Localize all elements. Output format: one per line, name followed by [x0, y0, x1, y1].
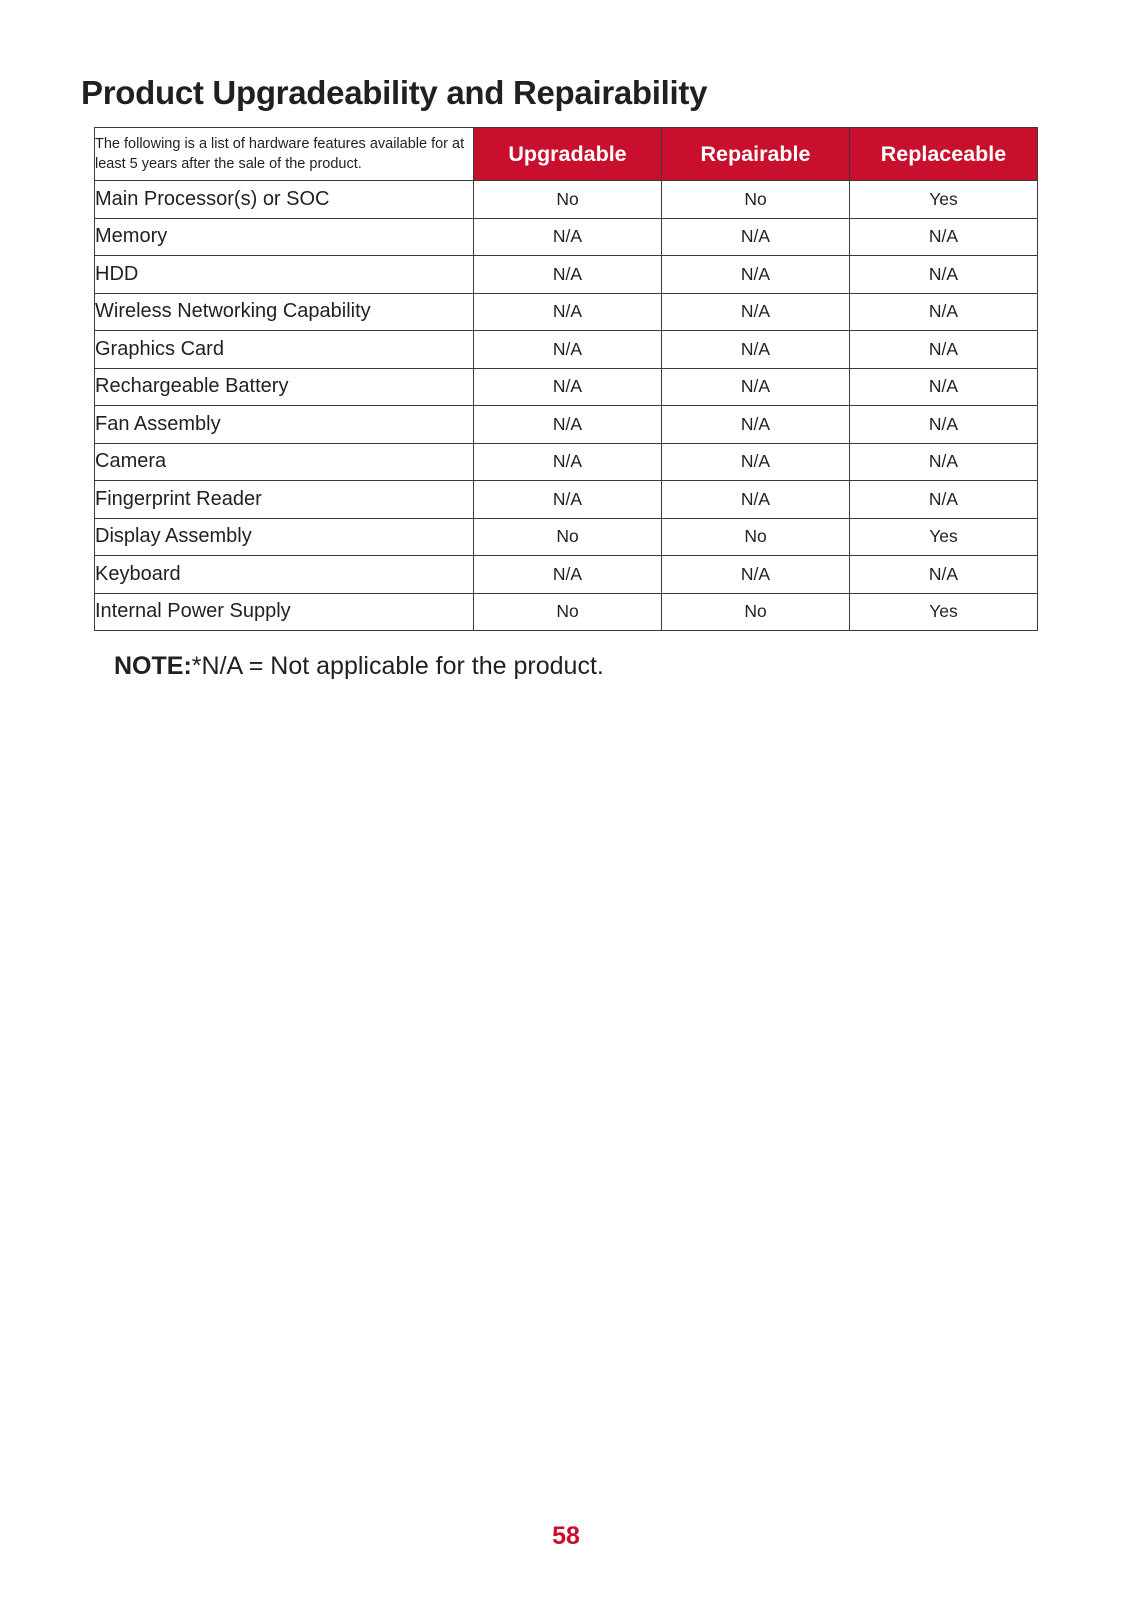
- upgradable-value-cell: N/A: [474, 293, 662, 331]
- column-header-repairable: Repairable: [662, 128, 850, 181]
- repairable-value-cell: N/A: [662, 256, 850, 294]
- replaceable-value-cell: N/A: [850, 406, 1038, 444]
- repairable-value-cell: No: [662, 518, 850, 556]
- upgradable-value-cell: N/A: [474, 406, 662, 444]
- repairable-value-cell: N/A: [662, 443, 850, 481]
- replaceable-value-cell: Yes: [850, 518, 1038, 556]
- feature-name-cell: Main Processor(s) or SOC: [95, 181, 474, 219]
- replaceable-value-cell: N/A: [850, 481, 1038, 519]
- table-row: [95, 331, 1038, 369]
- feature-name-cell: Fingerprint Reader: [95, 481, 474, 519]
- replaceable-value-cell: N/A: [850, 293, 1038, 331]
- repairable-value-cell: N/A: [662, 481, 850, 519]
- repairable-value-cell: No: [662, 181, 850, 219]
- replaceable-value-cell: Yes: [850, 593, 1038, 631]
- table-row: [95, 481, 1038, 519]
- feature-name-cell: Memory: [95, 218, 474, 256]
- repairability-table: [94, 127, 1038, 631]
- table-header-row: [95, 128, 1038, 181]
- repairable-value-cell: N/A: [662, 368, 850, 406]
- table-row: [95, 181, 1038, 219]
- table-row: [95, 293, 1038, 331]
- upgradable-value-cell: N/A: [474, 481, 662, 519]
- feature-name-cell: Camera: [95, 443, 474, 481]
- table-body: [95, 181, 1038, 631]
- upgradable-value-cell: No: [474, 593, 662, 631]
- feature-name-cell: Internal Power Supply: [95, 593, 474, 631]
- repairable-value-cell: N/A: [662, 331, 850, 369]
- table-row: [95, 406, 1038, 444]
- column-header-replaceable: Replaceable: [850, 128, 1038, 181]
- replaceable-value-cell: N/A: [850, 443, 1038, 481]
- table-row: [95, 256, 1038, 294]
- note-text: *N/A = Not applicable for the product.: [191, 652, 604, 680]
- repairable-value-cell: N/A: [662, 556, 850, 594]
- feature-name-cell: Fan Assembly: [95, 406, 474, 444]
- feature-name-cell: Keyboard: [95, 556, 474, 594]
- replaceable-value-cell: Yes: [850, 181, 1038, 219]
- table-row: [95, 443, 1038, 481]
- upgradable-value-cell: N/A: [474, 443, 662, 481]
- replaceable-value-cell: N/A: [850, 556, 1038, 594]
- upgradable-value-cell: N/A: [474, 331, 662, 369]
- table-row: [95, 368, 1038, 406]
- table-row: [95, 518, 1038, 556]
- repairable-value-cell: No: [662, 593, 850, 631]
- upgradable-value-cell: N/A: [474, 256, 662, 294]
- table-row: [95, 593, 1038, 631]
- page-number: 58: [552, 1522, 580, 1550]
- upgradable-value-cell: N/A: [474, 218, 662, 256]
- page-title: Product Upgradeability and Repairability: [81, 74, 708, 111]
- upgradable-value-cell: N/A: [474, 368, 662, 406]
- note: [114, 652, 604, 681]
- replaceable-value-cell: N/A: [850, 256, 1038, 294]
- feature-name-cell: Wireless Networking Capability: [95, 293, 474, 331]
- replaceable-value-cell: N/A: [850, 218, 1038, 256]
- repairable-value-cell: N/A: [662, 293, 850, 331]
- replaceable-value-cell: N/A: [850, 368, 1038, 406]
- feature-name-cell: Rechargeable Battery: [95, 368, 474, 406]
- upgradable-value-cell: No: [474, 518, 662, 556]
- column-header-upgradable: Upgradable: [474, 128, 662, 181]
- feature-name-cell: Graphics Card: [95, 331, 474, 369]
- replaceable-value-cell: N/A: [850, 331, 1038, 369]
- table-row: [95, 556, 1038, 594]
- repairable-value-cell: N/A: [662, 406, 850, 444]
- repairable-value-cell: N/A: [662, 218, 850, 256]
- feature-name-cell: Display Assembly: [95, 518, 474, 556]
- upgradable-value-cell: N/A: [474, 556, 662, 594]
- note-label: NOTE:: [114, 652, 192, 680]
- feature-name-cell: HDD: [95, 256, 474, 294]
- table-intro-text: The following is a list of hardware features available for at least 5 years after the sale of the product.: [95, 128, 474, 181]
- upgradable-value-cell: No: [474, 181, 662, 219]
- table-row: [95, 218, 1038, 256]
